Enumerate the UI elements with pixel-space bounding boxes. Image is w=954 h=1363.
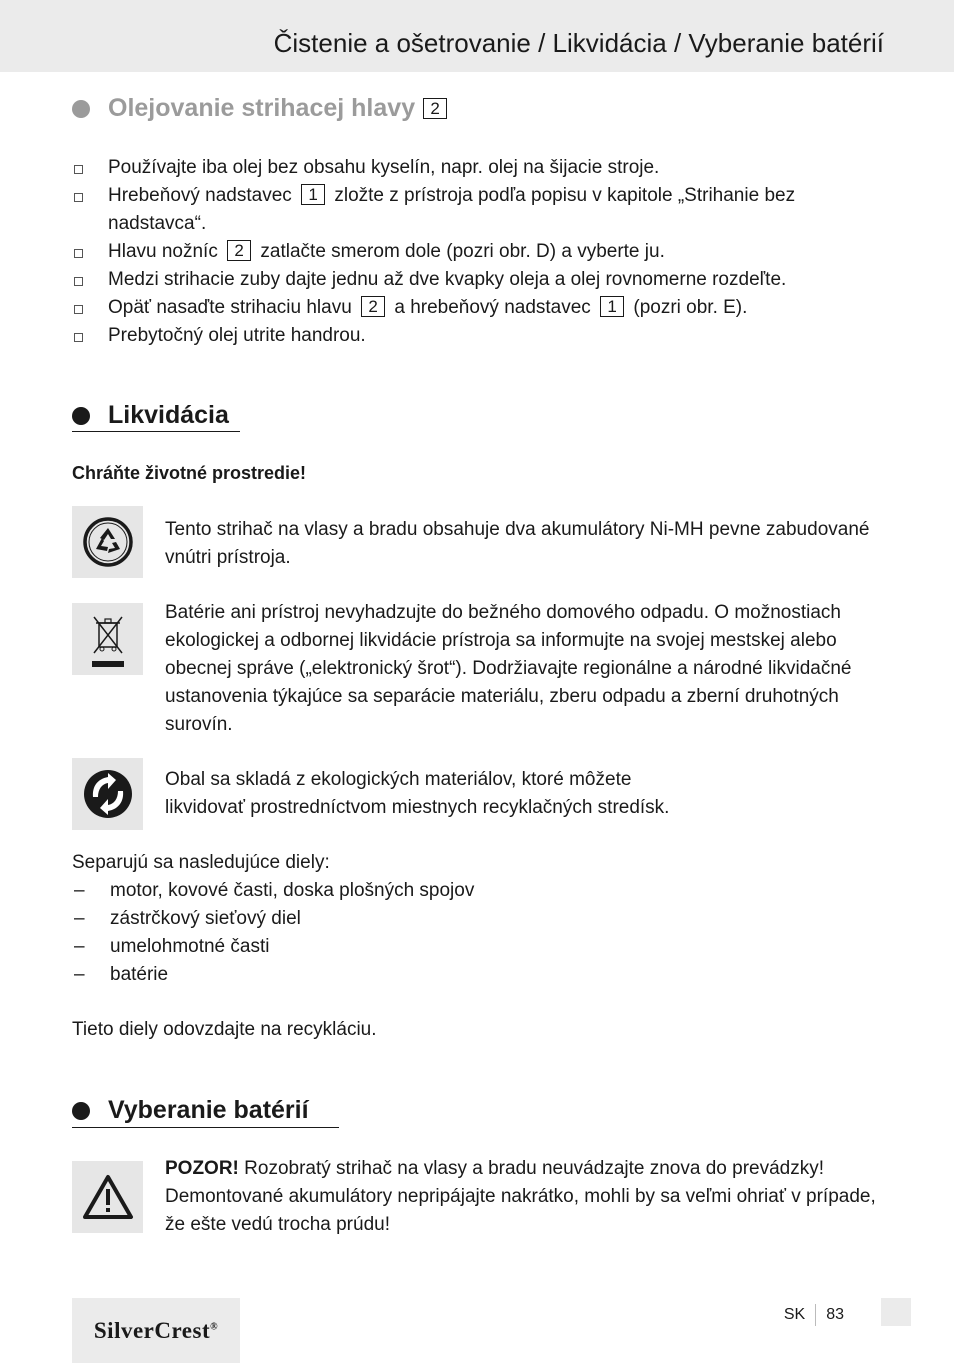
checkbox-square-icon: [72, 182, 108, 238]
section-title: Olejovanie strihacej hlavy: [108, 94, 416, 122]
heading-underline: [72, 1127, 339, 1128]
part-ref-box: 1: [600, 296, 624, 317]
paragraph: Batérie ani prístroj nevyhadzujte do bežného domového odpadu. O možnostiach ekologickej a odbornej likvidácie prístroja sa informujte na svojej mestskej alebo obecnej správe („elektronický šrot“). Dodržiavajte regionálne a národné likvidačné ustanovenia týkajúce sa separácie materiálu, zberu odpadu a zberní druhotných surovín.: [165, 602, 852, 735]
warning-paragraph: POZOR! Rozobratý strihač na vlasy a bradu neuvádzajte znova do prevádzky! Demontované akumulátory nepripájajte nakrátko, mohli by sa veľmi ohriať v prípade, že ešte vedú trocha prúdu!: [165, 1158, 876, 1235]
crossed-bin-icon: [72, 603, 143, 675]
list-item: – umelohmotné časti: [74, 936, 270, 957]
paragraph: Obal sa skladá z ekologických materiálov, ktoré môžete likvidovať prostredníctvom miestnych recyklačných stredísk.: [165, 769, 670, 818]
oiling-steps-list: [72, 154, 892, 350]
list-item: Hrebeňový nadstavec 1 zložte z prístroja podľa popisu v kapitole „Strihanie bez nadstavca“.: [72, 182, 892, 238]
list-item: Opäť nasaďte strihaciu hlavu 2 a hrebeňový nadstavec 1 (pozri obr. E).: [72, 294, 892, 322]
divider: [815, 1304, 816, 1326]
section-removal-heading: [72, 1096, 309, 1125]
section-oiling-heading: [72, 94, 451, 123]
warning-icon: [72, 1161, 143, 1233]
paragraph: Tento strihač na vlasy a bradu obsahuje dva akumulátory Ni-MH pevne zabudované vnútri prístroja.: [165, 519, 870, 568]
section-disposal-heading: [72, 401, 229, 430]
checkbox-square-icon: [72, 322, 108, 350]
checkbox-square-icon: [72, 238, 108, 266]
parts-outro: Tieto diely odovzdajte na recykláciu.: [72, 1019, 377, 1040]
part-ref-box: 1: [301, 184, 325, 205]
list-item: Prebytočný olej utrite handrou.: [72, 322, 892, 350]
section-bullet-icon: [72, 100, 90, 118]
section-title: Likvidácia: [108, 401, 229, 429]
list-item: – zástrčkový sieťový diel: [74, 908, 301, 929]
language-code: SK: [783, 1306, 806, 1323]
page-number: 83: [826, 1306, 844, 1323]
heading-underline: [72, 431, 240, 432]
figure-ref-box: 2: [423, 98, 447, 119]
section-bullet-icon: [72, 1102, 90, 1120]
checkbox-square-icon: [72, 294, 108, 322]
list-item: – batérie: [74, 964, 169, 985]
page-header-title: Čistenie a ošetrovanie / Likvidácia / Vyberanie batérií: [273, 28, 884, 58]
checkbox-square-icon: [72, 266, 108, 294]
part-ref-box: 2: [227, 240, 251, 261]
warning-label: POZOR!: [165, 1158, 239, 1179]
parts-list: [72, 877, 892, 989]
section-bullet-icon: [72, 407, 90, 425]
part-ref-box: 2: [361, 296, 385, 317]
checkbox-square-icon: [72, 154, 108, 182]
list-item: Hlavu nožníc 2 zatlačte smerom dole (pozri obr. D) a vyberte ju.: [72, 238, 892, 266]
recycle-icon: [72, 506, 143, 578]
list-item: – motor, kovové časti, doska plošných spojov: [74, 880, 475, 901]
section-title: Vyberanie batérií: [108, 1096, 309, 1124]
page-tab-marker: [881, 1298, 911, 1326]
subheading: Chráňte životné prostredie!: [72, 463, 307, 483]
list-item: Medzi strihacie zuby dajte jednu až dve kvapky oleja a olej rovnomerne rozdeľte.: [72, 266, 892, 294]
brand-logo: SilverCrest®: [72, 1298, 240, 1363]
green-dot-icon: [72, 758, 143, 830]
parts-intro: Separujú sa nasledujúce diely:: [72, 852, 330, 873]
page-info: [784, 1304, 844, 1326]
list-item: Používajte iba olej bez obsahu kyselín, napr. olej na šijacie stroje.: [72, 154, 892, 182]
